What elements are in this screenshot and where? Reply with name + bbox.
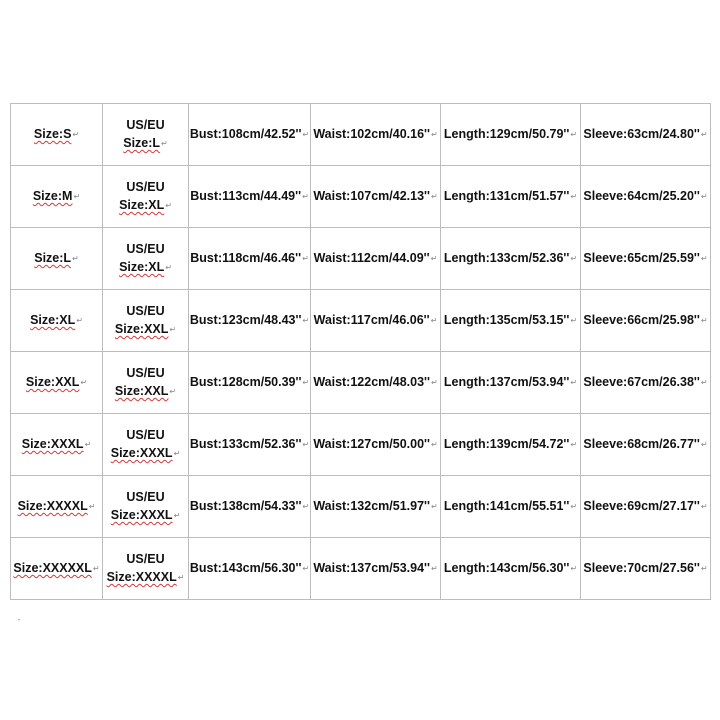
us-eu-size-cell [103,104,189,166]
us-eu-size [103,134,188,153]
waist-cell [311,228,441,290]
size-label: Size:XXXXL [17,499,88,514]
us-eu-label: US/EU [126,180,165,195]
waist-value: Waist:132cm/51.97'' [313,499,430,514]
length-value: Length:135cm/53.15'' [443,313,570,328]
return-arrow-icon: ↵ [88,501,96,511]
length-value: Length:143cm/56.30'' [443,561,570,576]
us-eu-label: US/EU [126,490,165,505]
us-eu-label: US/EU [126,366,165,381]
length-cell [441,414,581,476]
length-value: Length:129cm/50.79'' [443,127,570,142]
return-arrow-icon: ↵ [173,510,181,520]
bust-cell [189,166,311,228]
bust-cell [189,476,311,538]
length-cell [441,538,581,600]
bust-cell [189,414,311,476]
bust-cell [189,352,311,414]
return-arrow-icon: ↵ [302,501,310,511]
size-cell [11,476,103,538]
return-arrow-icon: ↵ [430,439,438,449]
sleeve-value: Sleeve:70cm/27.56'' [583,561,700,576]
us-eu-size-value: Size:XXL [114,384,169,399]
us-eu-size-value: Size:L [123,136,161,151]
return-arrow-icon: ↵ [700,377,708,387]
us-eu-size [103,258,188,277]
return-arrow-icon: ↵ [165,262,172,272]
us-eu-size [103,196,188,215]
length-value: Length:133cm/52.36'' [443,251,570,266]
sleeve-value: Sleeve:68cm/26.77'' [583,437,700,452]
bust-value: Bust:123cm/48.43'' [189,313,302,328]
us-eu-size [103,568,188,587]
us-eu-size-value: Size:XXL [114,322,169,337]
return-arrow-icon: ↵ [177,572,185,582]
bust-cell [189,104,311,166]
bust-value: Bust:143cm/56.30'' [189,561,302,576]
us-eu-size-cell [103,414,189,476]
waist-value: Waist:112cm/44.09'' [313,251,430,266]
return-arrow-icon: ↵ [76,315,83,325]
table-row [11,166,711,228]
return-arrow-icon: ↵ [570,253,578,263]
sleeve-cell [581,228,711,290]
table-row [11,352,711,414]
length-value: Length:139cm/54.72'' [443,437,570,452]
return-arrow-icon: ↵ [165,200,172,210]
return-arrow-icon: ↵ [302,439,310,449]
return-arrow-icon: ↵ [430,501,438,511]
length-cell [441,228,581,290]
bust-value: Bust:118cm/46.46'' [190,251,302,266]
table-row [11,228,711,290]
bust-value: Bust:128cm/50.39'' [189,375,302,390]
return-arrow-icon: ↵ [169,386,177,396]
table-row [11,414,711,476]
us-eu-label: US/EU [126,118,165,133]
us-eu-size-value: Size:XXXL [110,508,173,523]
length-cell [441,352,581,414]
table-row [11,476,711,538]
return-arrow-icon: ↵ [430,191,438,201]
waist-cell [311,104,441,166]
return-arrow-icon: ↵ [430,563,438,573]
us-eu-size-cell [103,290,189,352]
us-eu-size-cell [103,538,189,600]
waist-value: Waist:137cm/53.94'' [313,561,430,576]
return-arrow-icon: ↵ [302,563,310,573]
return-arrow-icon: ↵ [700,501,708,511]
bust-value: Bust:108cm/42.52'' [189,127,302,142]
return-arrow-icon: ↵ [570,439,578,449]
waist-value: Waist:122cm/48.03'' [313,375,430,390]
size-label: Size:S [33,127,72,142]
sleeve-value: Sleeve:67cm/26.38'' [583,375,700,390]
return-arrow-icon: ↵ [570,501,578,511]
dot-icon: • [18,618,21,624]
length-value: Length:137cm/53.94'' [443,375,570,390]
us-eu-label: US/EU [126,242,165,257]
sleeve-value: Sleeve:66cm/25.98'' [583,313,700,328]
size-cell [11,538,103,600]
sleeve-cell [581,104,711,166]
waist-cell [311,476,441,538]
return-arrow-icon: ↵ [700,253,708,263]
waist-value: Waist:102cm/40.16'' [313,127,430,142]
bust-value: Bust:138cm/54.33'' [189,499,302,514]
us-eu-label: US/EU [126,552,165,567]
sleeve-cell [581,166,711,228]
length-cell [441,290,581,352]
return-arrow-icon: ↵ [700,191,708,201]
return-arrow-icon: ↵ [700,563,708,573]
return-arrow-icon: ↵ [700,439,708,449]
return-arrow-icon: ↵ [72,129,80,139]
size-cell [11,228,103,290]
waist-cell [311,538,441,600]
sleeve-value: Sleeve:65cm/25.59'' [583,251,700,266]
size-cell [11,104,103,166]
size-cell [11,290,103,352]
us-eu-size [103,506,188,525]
waist-cell [311,290,441,352]
size-cell [11,414,103,476]
return-arrow-icon: ↵ [92,563,100,573]
return-arrow-icon: ↵ [72,253,79,263]
return-arrow-icon: ↵ [302,129,310,139]
us-eu-size-cell [103,476,189,538]
bust-cell [189,228,311,290]
us-eu-size [103,382,188,401]
size-cell [11,166,103,228]
return-arrow-icon: ↵ [430,129,438,139]
bust-value: Bust:113cm/44.49'' [190,189,302,204]
return-arrow-icon: ↵ [173,448,181,458]
size-label: Size:XXL [25,375,80,390]
return-arrow-icon: ↵ [430,315,438,325]
us-eu-size-cell [103,166,189,228]
us-eu-size [103,320,188,339]
return-arrow-icon: ↵ [302,377,310,387]
table-row [11,104,711,166]
return-arrow-icon: ↵ [73,191,81,201]
return-arrow-icon: ↵ [570,377,578,387]
length-value: Length:141cm/55.51'' [443,499,570,514]
return-arrow-icon: ↵ [570,129,578,139]
sleeve-cell [581,352,711,414]
return-arrow-icon: ↵ [80,377,88,387]
sleeve-cell [581,414,711,476]
size-chart-body [11,104,711,600]
waist-cell [311,166,441,228]
us-eu-size-value: Size:XXXXL [106,570,177,585]
size-label: Size:XL [30,313,76,328]
sleeve-cell [581,538,711,600]
sleeve-value: Sleeve:69cm/27.17'' [583,499,700,514]
table-row [11,290,711,352]
return-arrow-icon: ↵ [430,377,438,387]
waist-value: Waist:107cm/42.13'' [313,189,430,204]
size-cell [11,352,103,414]
bust-value: Bust:133cm/52.36'' [189,437,302,452]
return-arrow-icon: ↵ [302,191,309,201]
us-eu-size-value: Size:XL [119,198,165,213]
length-cell [441,476,581,538]
size-label: Size:XXXL [21,437,84,452]
return-arrow-icon: ↵ [430,253,438,263]
return-arrow-icon: ↵ [700,129,708,139]
waist-cell [311,352,441,414]
us-eu-size [103,444,188,463]
us-eu-size-cell [103,352,189,414]
size-label: Size:M [32,189,73,204]
bust-cell [189,538,311,600]
length-cell [441,166,581,228]
length-cell [441,104,581,166]
waist-value: Waist:117cm/46.06'' [313,313,430,328]
size-label: Size:XXXXXL [13,561,92,576]
return-arrow-icon: ↵ [700,315,708,325]
return-arrow-icon: ↵ [161,138,168,148]
return-arrow-icon: ↵ [84,439,92,449]
return-arrow-icon: ↵ [570,315,578,325]
bust-cell [189,290,311,352]
size-label: Size:L [34,251,72,266]
sleeve-cell [581,476,711,538]
us-eu-size-value: Size:XL [119,260,165,275]
us-eu-label: US/EU [126,428,165,443]
return-arrow-icon: ↵ [302,253,309,263]
return-arrow-icon: ↵ [169,324,177,334]
sleeve-value: Sleeve:64cm/25.20'' [583,189,700,204]
table-row [11,538,711,600]
sleeve-cell [581,290,711,352]
size-chart-table [10,103,711,600]
return-arrow-icon: ↵ [302,315,310,325]
length-value: Length:131cm/51.57'' [443,189,570,204]
us-eu-size-cell [103,228,189,290]
return-arrow-icon: ↵ [570,191,578,201]
return-arrow-icon: ↵ [570,563,578,573]
sleeve-value: Sleeve:63cm/24.80'' [583,127,700,142]
waist-value: Waist:127cm/50.00'' [313,437,430,452]
us-eu-label: US/EU [126,304,165,319]
us-eu-size-value: Size:XXXL [110,446,173,461]
waist-cell [311,414,441,476]
